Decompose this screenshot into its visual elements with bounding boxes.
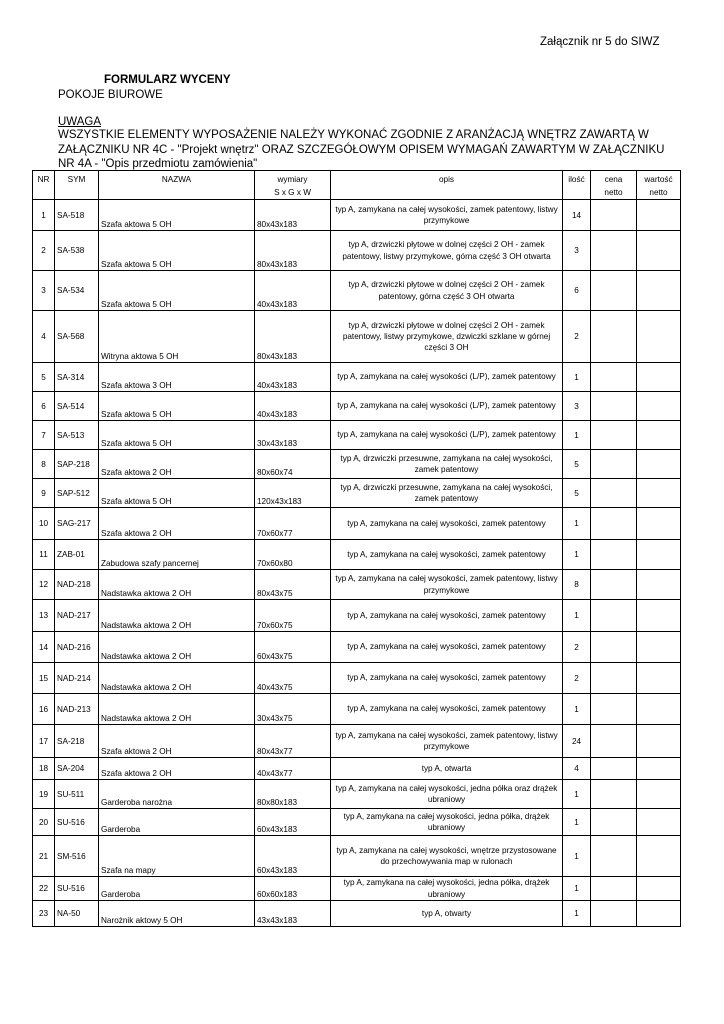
unit-price-cell[interactable] [591, 508, 637, 540]
product-name: Szafa aktowa 5 OH [99, 421, 255, 450]
product-description: typ A, drzwiczki przesuwne, zamykana na całej wysokości, zamek patentowy [331, 450, 563, 479]
product-description: typ A, drzwiczki płytowe w dolnej części 2 OH - zamek patentowy, listwy przymykowe, górna część 3 OH otwarta [331, 231, 563, 271]
table-row [33, 479, 681, 508]
product-dimensions: 40x43x183 [255, 363, 331, 392]
pricing-table [32, 170, 681, 927]
product-name: Szafa aktowa 5 OH [99, 479, 255, 508]
product-dimensions: 30x43x75 [255, 694, 331, 725]
row-number: 14 [33, 632, 55, 663]
table-row [33, 725, 681, 758]
net-value-cell[interactable] [637, 570, 681, 600]
product-description: typ A, zamykana na całej wysokości, zamek patentowy [331, 663, 563, 694]
table-row [33, 809, 681, 836]
unit-price-cell[interactable] [591, 231, 637, 271]
product-quantity: 2 [563, 311, 591, 363]
net-value-cell[interactable] [637, 363, 681, 392]
table-row [33, 271, 681, 311]
product-symbol: ZAB-01 [55, 540, 99, 570]
form-subtitle: POKOJE BIUROWE [58, 89, 163, 101]
unit-price-cell[interactable] [591, 392, 637, 421]
header-description: opis [331, 171, 563, 200]
table-row [33, 836, 681, 877]
notice-text: WSZYSTKIE ELEMENTY WYPOSAŻENIE NALEŻY WYKONAĆ ZGODNIE Z ARANŻACJĄ WNĘTRZ ZAWARTĄ W ZAŁĄCZNIKU NR 4C - "Projekt wnętrz" ORAZ SZCZEGÓŁOWYM OPISEM WYMAGAŃ ZAWARTYM W ZAŁĄCZNIKU NR 4A - "Opis przedmiotu zamówienia" [58, 129, 665, 170]
product-description: typ A, zamykana na całej wysokości, zamek patentowy [331, 600, 563, 632]
product-symbol: SM-516 [55, 836, 99, 877]
product-symbol: SU-511 [55, 780, 99, 809]
product-symbol: SA-314 [55, 363, 99, 392]
table-row [33, 421, 681, 450]
product-quantity: 14 [563, 200, 591, 231]
product-quantity: 1 [563, 540, 591, 570]
product-symbol: SA-518 [55, 200, 99, 231]
row-number: 23 [33, 901, 55, 927]
table-row [33, 901, 681, 927]
product-quantity: 1 [563, 508, 591, 540]
net-value-cell[interactable] [637, 392, 681, 421]
product-symbol: SA-218 [55, 725, 99, 758]
product-quantity: 2 [563, 632, 591, 663]
unit-price-cell[interactable] [591, 632, 637, 663]
table-row [33, 450, 681, 479]
row-number: 20 [33, 809, 55, 836]
row-number: 22 [33, 877, 55, 901]
unit-price-cell[interactable] [591, 570, 637, 600]
row-number: 11 [33, 540, 55, 570]
unit-price-cell[interactable] [591, 809, 637, 836]
unit-price-cell[interactable] [591, 363, 637, 392]
table-row [33, 632, 681, 663]
net-value-cell[interactable] [637, 450, 681, 479]
header-dimensions: wymiary S x G x W [255, 171, 331, 200]
unit-price-cell[interactable] [591, 479, 637, 508]
table-row [33, 392, 681, 421]
row-number: 5 [33, 363, 55, 392]
row-number: 12 [33, 570, 55, 600]
table-row [33, 877, 681, 901]
product-dimensions: 80x43x183 [255, 200, 331, 231]
net-value-cell[interactable] [637, 200, 681, 231]
row-number: 1 [33, 200, 55, 231]
product-symbol: SA-568 [55, 311, 99, 363]
row-number: 3 [33, 271, 55, 311]
product-description: typ A, zamykana na całej wysokości, zamek patentowy, listwy przymykowe [331, 570, 563, 600]
table-row [33, 200, 681, 231]
product-dimensions: 70x60x80 [255, 540, 331, 570]
notice-heading: UWAGA [58, 116, 102, 128]
unit-price-cell[interactable] [591, 725, 637, 758]
product-quantity: 1 [563, 780, 591, 809]
row-number: 18 [33, 758, 55, 780]
row-number: 4 [33, 311, 55, 363]
net-value-cell[interactable] [637, 877, 681, 901]
product-dimensions: 80x60x74 [255, 450, 331, 479]
table-row [33, 570, 681, 600]
net-value-cell[interactable] [637, 311, 681, 363]
product-description: typ A, zamykana na całej wysokości (L/P), zamek patentowy [331, 363, 563, 392]
product-dimensions: 30x43x183 [255, 421, 331, 450]
header-name: NAZWA [99, 171, 255, 200]
product-description: typ A, zamykana na całej wysokości, zamek patentowy, listwy przymykowe [331, 200, 563, 231]
product-name: Nadstawka aktowa 2 OH [99, 694, 255, 725]
product-name: Witryna aktowa 5 OH [99, 311, 255, 363]
product-symbol: NAD-216 [55, 632, 99, 663]
net-value-cell[interactable] [637, 663, 681, 694]
table-row [33, 311, 681, 363]
product-quantity: 24 [563, 725, 591, 758]
product-quantity: 5 [563, 479, 591, 508]
net-value-cell[interactable] [637, 271, 681, 311]
product-quantity: 1 [563, 600, 591, 632]
product-quantity: 6 [563, 271, 591, 311]
product-symbol: SU-516 [55, 809, 99, 836]
table-row [33, 600, 681, 632]
product-name: Szafa aktowa 2 OH [99, 508, 255, 540]
row-number: 6 [33, 392, 55, 421]
product-name: Nadstawka aktowa 2 OH [99, 570, 255, 600]
net-value-cell[interactable] [637, 809, 681, 836]
table-row [33, 663, 681, 694]
product-description: typ A, zamykana na całej wysokości (L/P), zamek patentowy [331, 392, 563, 421]
product-quantity: 1 [563, 694, 591, 725]
product-symbol: NAD-214 [55, 663, 99, 694]
product-description: typ A, otwarta [331, 758, 563, 780]
product-dimensions: 80x43x183 [255, 311, 331, 363]
product-dimensions: 60x43x183 [255, 809, 331, 836]
product-quantity: 1 [563, 901, 591, 927]
form-title: FORMULARZ WYCENY [104, 74, 231, 86]
unit-price-cell[interactable] [591, 901, 637, 927]
product-symbol: SU-516 [55, 877, 99, 901]
product-dimensions: 43x43x183 [255, 901, 331, 927]
product-quantity: 1 [563, 877, 591, 901]
net-value-cell[interactable] [637, 780, 681, 809]
unit-price-cell[interactable] [591, 421, 637, 450]
unit-price-cell[interactable] [591, 663, 637, 694]
net-value-cell[interactable] [637, 694, 681, 725]
net-value-cell[interactable] [637, 600, 681, 632]
product-quantity: 3 [563, 392, 591, 421]
table-row [33, 363, 681, 392]
table-header-row [33, 171, 681, 200]
net-value-cell[interactable] [637, 479, 681, 508]
unit-price-cell[interactable] [591, 450, 637, 479]
unit-price-cell[interactable] [591, 600, 637, 632]
product-description: typ A, zamykana na całej wysokości, jedna półka, drążek ubraniowy [331, 877, 563, 901]
product-description: typ A, zamykana na całej wysokości, zamek patentowy [331, 540, 563, 570]
header-net-value: wartość netto [637, 171, 681, 200]
product-symbol: SAP-512 [55, 479, 99, 508]
unit-price-cell[interactable] [591, 540, 637, 570]
product-name: Szafa aktowa 5 OH [99, 271, 255, 311]
product-name: Nadstawka aktowa 2 OH [99, 600, 255, 632]
product-description: typ A, zamykana na całej wysokości, jedna półka oraz drążek ubraniowy [331, 780, 563, 809]
header-nr: NR [33, 171, 55, 200]
product-description: typ A, zamykana na całej wysokości, jedna półka, drążek ubraniowy [331, 809, 563, 836]
row-number: 16 [33, 694, 55, 725]
product-description: typ A, drzwiczki płytowe w dolnej części 2 OH - zamek patentowy, górna część 3 OH otwarta [331, 271, 563, 311]
product-description: typ A, zamykana na całej wysokości, zamek patentowy [331, 694, 563, 725]
product-name: Szafa aktowa 2 OH [99, 450, 255, 479]
product-dimensions: 80x43x75 [255, 570, 331, 600]
row-number: 15 [33, 663, 55, 694]
net-value-cell[interactable] [637, 725, 681, 758]
product-symbol: NA-50 [55, 901, 99, 927]
row-number: 19 [33, 780, 55, 809]
product-dimensions: 40x43x183 [255, 392, 331, 421]
unit-price-cell[interactable] [591, 311, 637, 363]
product-quantity: 4 [563, 758, 591, 780]
product-name: Garderoba [99, 809, 255, 836]
product-dimensions: 70x60x77 [255, 508, 331, 540]
net-value-cell[interactable] [637, 508, 681, 540]
table-row [33, 758, 681, 780]
product-name: Narożnik aktowy 5 OH [99, 901, 255, 927]
product-symbol: SA-514 [55, 392, 99, 421]
unit-price-cell[interactable] [591, 780, 637, 809]
row-number: 2 [33, 231, 55, 271]
row-number: 21 [33, 836, 55, 877]
product-quantity: 5 [563, 450, 591, 479]
unit-price-cell[interactable] [591, 271, 637, 311]
product-dimensions: 40x43x77 [255, 758, 331, 780]
net-value-cell[interactable] [637, 632, 681, 663]
product-quantity: 1 [563, 836, 591, 877]
net-value-cell[interactable] [637, 758, 681, 780]
product-symbol: SAG-217 [55, 508, 99, 540]
product-name: Garderoba [99, 877, 255, 901]
header-unit-price: cena netto [591, 171, 637, 200]
unit-price-cell[interactable] [591, 694, 637, 725]
net-value-cell[interactable] [637, 836, 681, 877]
product-quantity: 1 [563, 421, 591, 450]
product-quantity: 8 [563, 570, 591, 600]
product-symbol: SA-534 [55, 271, 99, 311]
product-dimensions: 80x43x77 [255, 725, 331, 758]
product-quantity: 1 [563, 363, 591, 392]
row-number: 10 [33, 508, 55, 540]
product-dimensions: 60x60x183 [255, 877, 331, 901]
net-value-cell[interactable] [637, 421, 681, 450]
product-dimensions: 80x80x183 [255, 780, 331, 809]
product-symbol: SA-538 [55, 231, 99, 271]
net-value-cell[interactable] [637, 540, 681, 570]
unit-price-cell[interactable] [591, 758, 637, 780]
product-dimensions: 80x43x183 [255, 231, 331, 271]
product-name: Szafa aktowa 2 OH [99, 758, 255, 780]
product-quantity: 3 [563, 231, 591, 271]
unit-price-cell[interactable] [591, 877, 637, 901]
table-row [33, 508, 681, 540]
product-dimensions: 60x43x75 [255, 632, 331, 663]
product-description: typ A, drzwiczki płytowe w dolnej części 2 OH - zamek patentowy, listwy przymykowe, dzwiczki szklane w górnej części 3 OH [331, 311, 563, 363]
product-dimensions: 40x43x183 [255, 271, 331, 311]
product-name: Szafa na mapy [99, 836, 255, 877]
product-symbol: SAP-218 [55, 450, 99, 479]
header-quantity: ilość [563, 171, 591, 200]
product-description: typ A, zamykana na całej wysokości, wnętrze przystosowane do przechowywania map w rulonach [331, 836, 563, 877]
product-dimensions: 120x43x183 [255, 479, 331, 508]
net-value-cell[interactable] [637, 231, 681, 271]
product-name: Nadstawka aktowa 2 OH [99, 632, 255, 663]
product-symbol: NAD-213 [55, 694, 99, 725]
product-quantity: 2 [563, 663, 591, 694]
product-symbol: SA-513 [55, 421, 99, 450]
product-description: typ A, zamykana na całej wysokości, zamek patentowy [331, 632, 563, 663]
row-number: 13 [33, 600, 55, 632]
product-name: Zabudowa szafy pancernej [99, 540, 255, 570]
row-number: 17 [33, 725, 55, 758]
product-name: Szafa aktowa 5 OH [99, 392, 255, 421]
unit-price-cell[interactable] [591, 836, 637, 877]
product-name: Szafa aktowa 2 OH [99, 725, 255, 758]
product-dimensions: 60x43x183 [255, 836, 331, 877]
product-description: typ A, zamykana na całej wysokości, zamek patentowy [331, 508, 563, 540]
row-number: 8 [33, 450, 55, 479]
header-sym: SYM [55, 171, 99, 200]
table-row [33, 540, 681, 570]
table-row [33, 780, 681, 809]
product-description: typ A, otwarty [331, 901, 563, 927]
product-symbol: NAD-218 [55, 570, 99, 600]
product-name: Szafa aktowa 3 OH [99, 363, 255, 392]
row-number: 7 [33, 421, 55, 450]
product-quantity: 1 [563, 809, 591, 836]
net-value-cell[interactable] [637, 901, 681, 927]
product-name: Szafa aktowa 5 OH [99, 200, 255, 231]
product-description: typ A, zamykana na całej wysokości, zamek patentowy, listwy przymykowe [331, 725, 563, 758]
product-description: typ A, zamykana na całej wysokości (L/P), zamek patentowy [331, 421, 563, 450]
table-row [33, 231, 681, 271]
row-number: 9 [33, 479, 55, 508]
product-name: Garderoba narożna [99, 780, 255, 809]
product-symbol: NAD-217 [55, 600, 99, 632]
product-dimensions: 40x43x75 [255, 663, 331, 694]
product-symbol: SA-204 [55, 758, 99, 780]
product-name: Szafa aktowa 5 OH [99, 231, 255, 271]
product-description: typ A, drzwiczki przesuwne, zamykana na całej wysokości, zamek patentowy [331, 479, 563, 508]
product-name: Nadstawka aktowa 2 OH [99, 663, 255, 694]
table-row [33, 694, 681, 725]
product-dimensions: 70x60x75 [255, 600, 331, 632]
unit-price-cell[interactable] [591, 200, 637, 231]
annex-label: Załącznik nr 5 do SIWZ [540, 36, 660, 48]
